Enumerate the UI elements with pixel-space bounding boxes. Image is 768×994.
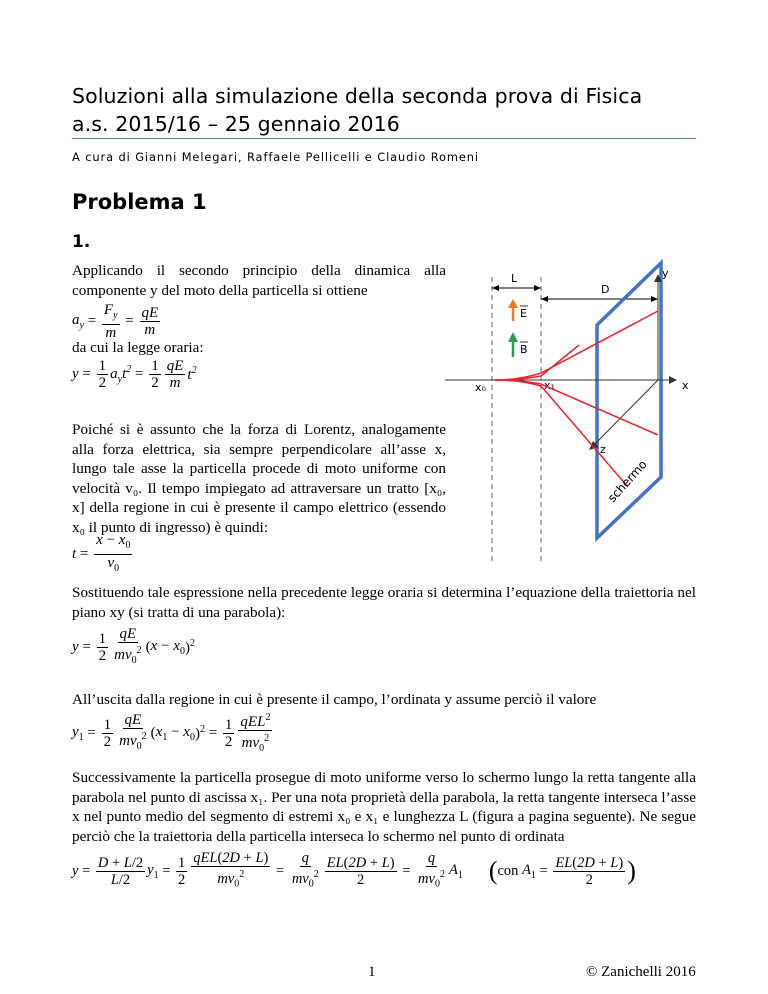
- paragraph-6: Successivamente la particella prosegue di moto uniforme verso lo schermo lungo la retta tangente alla parabola nel punto di ascissa x₁. Per una nota proprietà della parabola, la retta tangente interseca l’asse x nel punto medio del segmento di estremi x₀ e x₁ e lunghezza L (figura a pagina seguente). Ne segue perciò che la traiettoria della particella interseca lo schermo nel punto di ordinata: [72, 769, 696, 845]
- copyright: © Zanichelli 2016: [586, 964, 696, 980]
- paragraph-2: da cui la legge oraria:: [72, 339, 204, 356]
- arrowhead: [541, 296, 548, 302]
- title-line-1: Soluzioni alla simulazione della seconda prova di Fisica: [72, 84, 643, 108]
- equation-trajectory: y = $\frac{1}{2}$ $\frac{qE}{mv_0^2}$ ( $x - x_0$ )$^2$: [72, 626, 195, 666]
- label-B: B: [520, 343, 528, 356]
- label-D: D: [601, 283, 610, 296]
- label-z: z: [600, 443, 606, 456]
- paragraph-3: Poiché si è assunto che la forza di Lorentz, analogamente alla forza elettrica, sia sempre perpendicolare all’asse x, lungo tale asse la particella procede di moto uniforme con velocità v₀. Il tempo impiegato ad attraversare un tratto [x₀, x] della regione in cui è presente il campo elettrico (essendo x₀ il punto di ingresso) è quindi:: [72, 421, 446, 536]
- label-y: y: [662, 267, 669, 280]
- subsection-heading: 1.: [72, 232, 91, 252]
- paragraph-1: Applicando il secondo principio della dinamica alla componente y del moto della particella si ottiene: [72, 262, 446, 299]
- label-x1: x₁: [544, 379, 555, 392]
- title-line-2: a.s. 2015/16 – 25 gennaio 2016: [72, 112, 400, 136]
- title-divider: [72, 138, 696, 139]
- equation-screen-ordinate: y = $\frac{D + L/2}{L/2}$ $y_1$ = $\frac{1}{2}$ $\frac{\text{qEL(2D + L)}}{mv_0^2}$ = $\frac{q}{mv_0^2}$ $\frac{EL(2D + L)}{2}$ = $\frac{q}{mv_0^2}$ $A_1$ ( con $A_1$ = $\frac{EL(2D + L)}{2}$ ): [72, 850, 636, 890]
- z-axis: [594, 380, 658, 445]
- deflection-diagram: [445, 255, 705, 575]
- section-heading: Problema 1: [72, 190, 207, 214]
- magnetic-field-arrowhead: [508, 332, 518, 342]
- arrowhead: [534, 285, 541, 291]
- authors-line: A cura di Gianni Melegari, Raffaele Pellicelli e Claudio Romeni: [72, 150, 479, 164]
- paragraph-4: Sostituendo tale espressione nella precedente legge oraria si determina l’equazione della traiettoria nel piano xy (si tratta di una parabola):: [72, 584, 696, 621]
- label-x0: x₀: [475, 381, 486, 394]
- label-screen: schermo: [604, 457, 650, 506]
- equation-acceleration: $a_y$ = $\frac{F_y}{m}$ = $\frac{qE}{m}$: [72, 302, 159, 341]
- paragraph-5: All’uscita dalla regione in cui è presente il campo, l’ordinata y assume perciò il valore: [72, 691, 597, 708]
- x-axis-arrowhead: [669, 376, 677, 384]
- page-number: 1: [368, 964, 376, 980]
- equation-time: t = $\frac{x - x_0}{v_0}$: [72, 532, 131, 574]
- label-L: L: [511, 272, 518, 285]
- arrowhead: [651, 296, 658, 302]
- label-E: E: [520, 307, 527, 320]
- trajectory-lower-front: [495, 380, 628, 487]
- label-x: x: [682, 379, 689, 392]
- document-title: [72, 82, 712, 138]
- electric-field-arrowhead: [508, 299, 518, 308]
- equation-law-of-motion: y = $\frac{1}{2}$ $a_yt^2$ = $\frac{1}{2}$ $\frac{qE}{m}$ $t^2$: [72, 358, 197, 391]
- equation-exit-ordinate: $y_1$ = $\frac{1}{2}$ $\frac{qE}{mv_0^2}$ ( $x_1 - x_0$ )$^2$ = $\frac{1}{2}$ $\frac{qEL^2}{mv_0^2}$: [72, 712, 271, 754]
- arrowhead: [492, 285, 499, 291]
